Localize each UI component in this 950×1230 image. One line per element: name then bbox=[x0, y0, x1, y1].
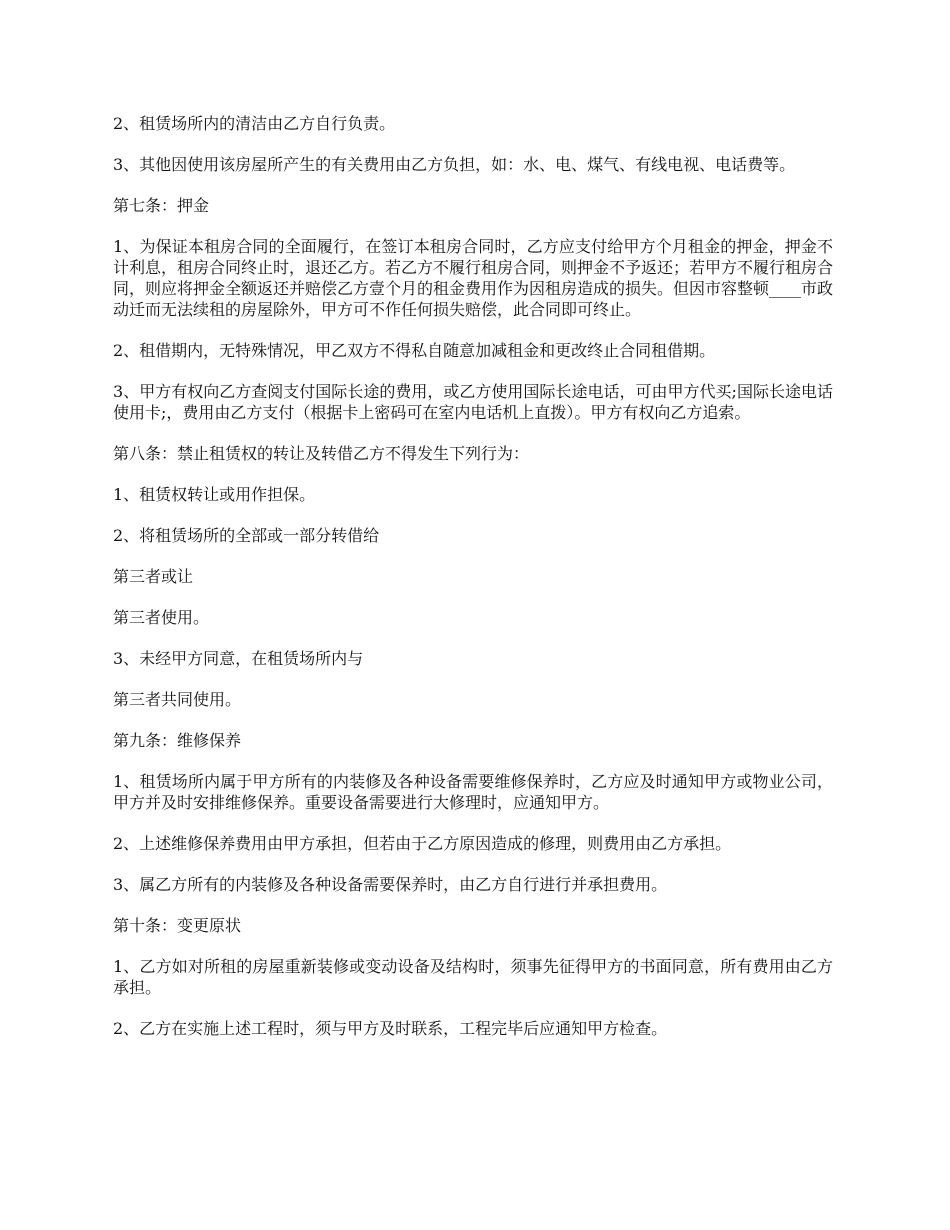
paragraph-no-sublease: 2、将租赁场所的全部或一部分转借给 bbox=[113, 526, 380, 545]
section-heading-maintenance: 第九条：维修保养 bbox=[113, 731, 242, 750]
paragraph-tenant-maintenance: 3、属乙方所有的内装修及各种设备需要保养时，由乙方自行进行并承担费用。 bbox=[113, 875, 668, 894]
section-heading-no-transfer: 第八条：禁止租赁权的转让及转借乙方不得发生下列行为： bbox=[113, 444, 530, 463]
paragraph-maintenance-notify: 1、租赁场所内属于甲方所有的内装修及各种设备需要维修保养时，乙方应及时通知甲方或物业公司，甲方并及时安排维修保养。重要设备需要进行大修理时，应通知甲方。 bbox=[113, 772, 833, 812]
paragraph-third-party-let: 第三者或让 bbox=[113, 567, 194, 586]
paragraph-no-assignment: 1、租赁权转让或用作担保。 bbox=[113, 485, 316, 504]
paragraph-third-party-shared: 第三者共同使用。 bbox=[113, 690, 242, 709]
section-heading-deposit: 第七条：押金 bbox=[113, 196, 210, 215]
document-page bbox=[113, 113, 833, 1059]
paragraph-international-calls: 3、甲方有权向乙方查阅支付国际长途的费用，或乙方使用国际长途电话，可由甲方代买;国际长途电话使用卡;，费用由乙方支付（根据卡上密码可在室内电话机上直拨）。甲方有权向乙方追索。 bbox=[113, 382, 833, 422]
paragraph-rent-no-change: 2、租借期内，无特殊情况，甲乙双方不得私自随意加减租金和更改终止合同租借期。 bbox=[113, 341, 716, 360]
paragraph-third-party-use: 第三者使用。 bbox=[113, 608, 210, 627]
section-heading-alterations: 第十条：变更原状 bbox=[113, 916, 242, 935]
paragraph-no-shared-use: 3、未经甲方同意，在租赁场所内与 bbox=[113, 649, 364, 668]
paragraph-maintenance-costs: 2、上述维修保养费用由甲方承担，但若由于乙方原因造成的修理，则费用由乙方承担。 bbox=[113, 834, 732, 853]
paragraph-utility-fees: 3、其他因使用该房屋所产生的有关费用由乙方负担，如：水、电、煤气、有线电视、电话费等。 bbox=[113, 155, 796, 174]
paragraph-renovation-consent: 1、乙方如对所租的房屋重新装修或变动设备及结构时，须事先征得甲方的书面同意，所有费用由乙方承担。 bbox=[113, 957, 833, 997]
paragraph-cleaning: 2、租赁场所内的清洁由乙方自行负责。 bbox=[113, 114, 396, 133]
paragraph-renovation-inspection: 2、乙方在实施上述工程时，须与甲方及时联系，工程完毕后应通知甲方检查。 bbox=[113, 1019, 668, 1038]
paragraph-deposit-terms: 1、为保证本租房合同的全面履行，在签订本租房合同时，乙方应支付给甲方个月租金的押金，押金不计利息，租房合同终止时，退还乙方。若乙方不履行租房合同，则押金不予返还；若甲方不履行租房合同，则应将押金全额返还并赔偿乙方壹个月的租金费用作为因租房造成的损失。但因市容整顿____市政动迁而无法续租的房屋除外，甲方可不作任何损失赔偿，此合同即可终止。 bbox=[113, 237, 834, 319]
